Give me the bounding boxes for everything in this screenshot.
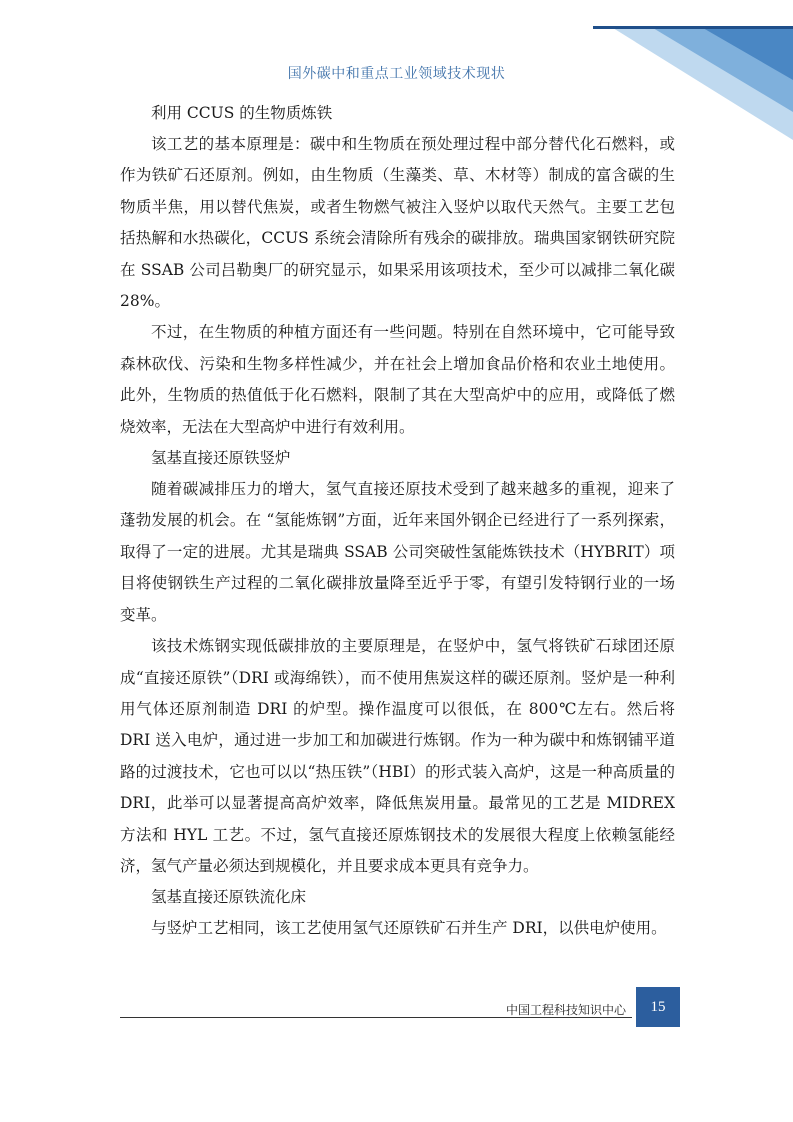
section-shaft-furnace <box>120 443 675 882</box>
section-biomass <box>120 98 675 443</box>
paragraph: 该工艺的基本原理是：碳中和生物质在预处理过程中部分替代化石燃料，或作为铁矿石还原剂。例如，由生物质（生藻类、草、木材等）制成的富含碳的生物质半焦，用以替代焦炭，或者生物燃气被注入竖炉以取代天然气。主要工艺包括热解和水热碳化，CCUS 系统会清除所有残余的碳排放。瑞典国家钢铁研究院在 SSAB 公司吕勒奥厂的研究显示，如果采用该项技术，至少可以减排二氧化碳 28%。 <box>120 135 675 311</box>
main-content <box>120 98 675 945</box>
section-heading: 氢基直接还原铁流化床 <box>151 888 307 907</box>
section-heading: 氢基直接还原铁竖炉 <box>151 449 291 468</box>
header-title: 国外碳中和重点工业领域技术现状 <box>287 66 506 82</box>
paragraph: 随着碳减排压力的增大，氢气直接还原技术受到了越来越多的重视，迎来了蓬勃发展的机会。在 “氢能炼钢”方面，近年来国外钢企已经进行了一系列探索，取得了一定的进展。尤其是瑞典 SSAB 公司突破性氢能炼铁技术（HYBRIT）项目将使钢铁生产过程的二氧化碳排放量降至近乎于零，有望引发特钢行业的一场变革。 <box>120 480 675 624</box>
page-number: 15 <box>636 987 680 1027</box>
paragraph: 不过，在生物质的种植方面还有一些问题。特别在自然环境中，它可能导致森林砍伐、污染和生物多样性减少，并在社会上增加食品价格和农业土地使用。此外，生物质的热值低于化石燃料，限制了其在大型高炉中的应用，或降低了燃烧效率，无法在大型高炉中进行有效利用。 <box>120 323 675 436</box>
paragraph: 与竖炉工艺相同，该工艺使用氢气还原铁矿石并生产 DRI，以供电炉使用。 <box>151 919 667 938</box>
paragraph: 该技术炼钢实现低碳排放的主要原理是，在竖炉中，氢气将铁矿石球团还原成“直接还原铁”（DRI 或海绵铁），而不使用焦炭这样的碳还原剂。竖炉是一种利用气体还原剂制造 DRI 的炉型。操作温度可以很低，在 800℃左右。然后将 DRI 送入电炉，通过进一步加工和加碳进行炼钢。作为一种为碳中和炼钢铺平道路的过渡技术，它也可以以“热压铁”（HBI）的形式装入高炉，这是一种高质量的 DRI，此举可以显著提高高炉效率，降低焦炭用量。最常见的工艺是 MIDREX 方法和 HYL 工艺。不过，氢气直接还原炼钢技术的发展很大程度上依赖氢能经济，氢气产量必须达到规模化，并且要求成本更具有竞争力。 <box>120 637 675 875</box>
footer-org: 中国工程科技知识中心 <box>505 1003 626 1017</box>
section-fluidized-bed <box>120 882 675 944</box>
footer-divider <box>120 1017 632 1018</box>
section-heading: 利用 CCUS 的生物质炼铁 <box>151 104 333 122</box>
